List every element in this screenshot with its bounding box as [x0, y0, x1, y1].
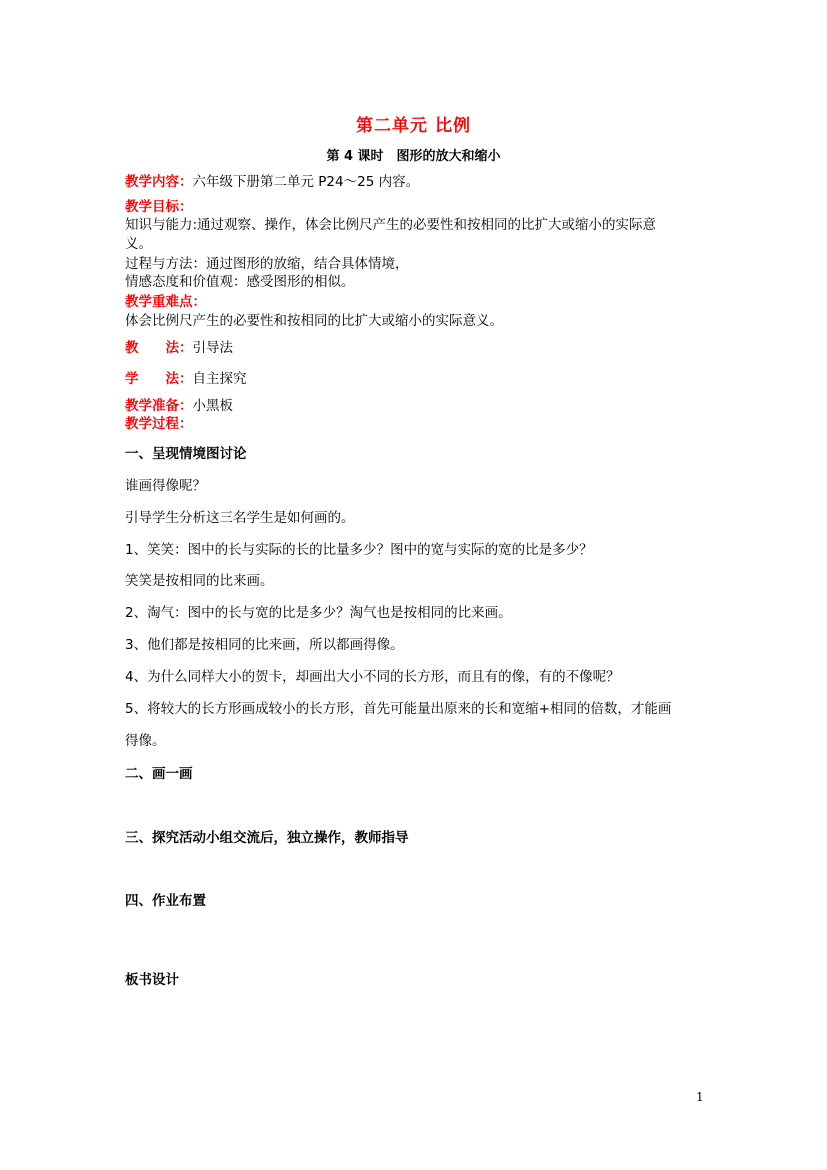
section-3-heading: 三、探究活动小组交流后，独立操作，教师指导: [125, 830, 409, 846]
paragraph-2: 引导学生分析这三名学生是如何画的。: [125, 510, 355, 526]
key-text: 体会比例尺产生的必要性和按相同的比扩大或缩小的实际意义。: [125, 313, 503, 329]
paragraph-1: 谁画得像呢？: [125, 478, 206, 494]
content-text: 六年级下册第二单元 P24～25 内容。: [192, 174, 420, 190]
paragraph-6: 3、他们都是按相同的比来画，所以都画得像。: [125, 637, 404, 653]
teach-method: 引导法: [192, 340, 233, 356]
section-1-heading: 一、呈现情境图讨论: [125, 446, 247, 462]
paragraph-8-line1: 5、将较大的长方形画成较小的长方形，首先可能量出原来的长和宽缩+相同的倍数，才能画: [125, 701, 672, 717]
learn-method: 自主探究: [192, 371, 247, 387]
content-label: 教学内容：: [125, 174, 193, 190]
content-line: [125, 173, 419, 191]
learn-method-label: 学 法：: [125, 371, 193, 387]
section-2-heading: 二、画一画: [125, 766, 193, 782]
paragraph-7: 4、为什么同样大小的贺卡，却画出大小不同的长方形，而且有的像，有的不像呢？: [125, 669, 620, 685]
board-design-heading: 板书设计: [125, 972, 179, 988]
paragraph-4: 笑笑是按相同的比来画。: [125, 573, 274, 589]
prep-line: [125, 397, 233, 415]
process-label: 教学过程：: [125, 416, 193, 432]
paragraph-5: 2、淘气：图中的长与宽的比是多少？淘气也是按相同的比来画。: [125, 605, 512, 621]
paragraph-3: 1、笑笑：图中的长与实际的长的比量多少？图中的宽与实际的宽的比是多少？: [125, 542, 593, 558]
learn-method-line: [125, 370, 247, 388]
teach-method-label: 教 法：: [125, 340, 193, 356]
goal3: 情感态度和价值观：感受图形的相似。: [125, 274, 355, 290]
prep: 小黑板: [192, 398, 233, 414]
page-number: 1: [696, 1090, 704, 1104]
key-label: 教学重难点：: [125, 294, 206, 310]
goal1-line1: 知识与能力:通过观察、操作，体会比例尺产生的必要性和按相同的比扩大或缩小的实际意: [125, 217, 657, 233]
lesson-subtitle: 第 4 课时 图形的放大和缩小: [326, 149, 501, 164]
goal2: 过程与方法：通过图形的放缩，结合具体情境，: [125, 256, 409, 272]
document-title: 第二单元 比例: [356, 116, 471, 136]
teach-method-line: [125, 339, 233, 357]
paragraph-8-line2: 得像。: [125, 733, 166, 749]
section-4-heading: 四、作业布置: [125, 893, 206, 909]
goals-label: 教学目标：: [125, 199, 193, 215]
goal1-line2: 义。: [125, 236, 152, 252]
prep-label: 教学准备：: [125, 398, 193, 414]
